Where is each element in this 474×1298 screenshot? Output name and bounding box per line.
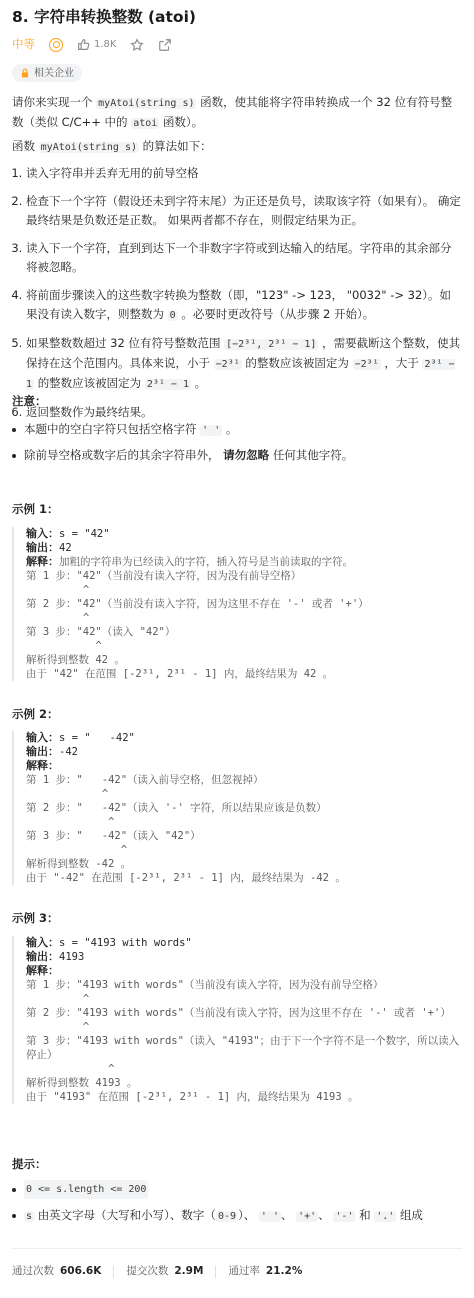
input-label: 输入： (26, 527, 59, 540)
result-line: 解析得到整数 42 。 (26, 654, 125, 666)
input-value: s = "4193 with words" (59, 937, 192, 949)
output-value: 4193 (59, 951, 85, 963)
submissions-count: 2.9M (174, 1265, 204, 1277)
trace-caret: ^ (26, 844, 128, 856)
trace-caret: ^ (26, 788, 109, 800)
text: 的整数应该被固定为 (245, 356, 349, 370)
inline-code: ' ' (202, 425, 221, 436)
text: 组成 (399, 1208, 423, 1222)
stats-divider (113, 1266, 114, 1278)
output-label: 输出： (26, 745, 59, 758)
result-line: 由于 "-42" 在范围 [-2³¹, 2³¹ - 1] 内，最终结果为 -42 。 (26, 872, 346, 884)
output-value: 42 (59, 542, 72, 554)
trace-line: 第 2 步：" -42"（读入 '-' 字符，所以结果应该是负数） (26, 802, 327, 814)
trace-caret: ^ (26, 993, 90, 1005)
inline-code: 2³¹ − 1 (146, 379, 189, 390)
text: 本题中的空白字符只包括空格字符 (24, 422, 197, 436)
example-2-block (12, 731, 462, 885)
problem-title: 8. 字符串转换整数 (atoi) (12, 8, 196, 26)
step-3: 3. 读入下一个字符，直到到达下一个非数字字符或到达输入的结尾。字符串的其余部分将被忽略。 (26, 239, 462, 277)
acceptance-rate: 21.2% (265, 1265, 303, 1277)
example-1-block (12, 527, 462, 681)
input-label: 输入： (26, 936, 59, 949)
stats-divider (215, 1266, 216, 1278)
input-value: s = " -42" (59, 732, 135, 744)
text: 和 (359, 1208, 371, 1222)
explain-text: 加粗的字符串为已经读入的字符，插入符号是当前读取的字符。 (59, 556, 353, 568)
text: 的算法如下： (142, 139, 212, 153)
inline-code: ' ' (260, 1211, 279, 1222)
explain-label: 解释： (26, 555, 59, 568)
inline-code: '+' (298, 1211, 317, 1222)
text: 的整数应该被固定为 (37, 376, 142, 390)
hints-title: 提示： (12, 1157, 47, 1171)
text: ，大于 (384, 356, 419, 370)
bullet-dot (12, 428, 16, 432)
step-4 (26, 286, 462, 325)
input-value: s = "42" (59, 528, 110, 540)
submissions-label: 提交次数 (126, 1265, 169, 1277)
inline-code: '.' (376, 1211, 395, 1222)
text: 函数，使其能将字符串转换成一个 32 位有符号整数（类似 C/C++ 中的 (12, 95, 453, 129)
related-companies-tag[interactable] (12, 64, 82, 82)
output-value: -42 (59, 746, 78, 758)
acceptance-label: 通过率 (228, 1265, 260, 1277)
trace-line: 第 3 步：" -42"（读入 "42"） (26, 830, 201, 842)
example-3-block (12, 936, 462, 1104)
trace-caret: ^ (26, 640, 102, 652)
step-5 (26, 334, 462, 394)
inline-code: myAtoi(string s) (98, 98, 195, 109)
output-label: 输出： (26, 950, 59, 963)
like-button[interactable] (77, 37, 116, 52)
coin-icon[interactable] (49, 38, 63, 52)
trace-caret: ^ (26, 1063, 115, 1075)
text: 任何其他字符。 (272, 448, 354, 462)
hint-2 (12, 1206, 462, 1226)
text: 将前面步骤读入的这些数字转换为整数（即，"123" -> 123， "0032" -> 32）。如果没有读入数字，则整数为 (26, 288, 452, 321)
inline-code: '-' (335, 1211, 354, 1222)
lock-icon (20, 68, 30, 78)
text: 如果整数数超过 32 位有符号整数范围 (26, 336, 221, 350)
submission-stats (12, 1264, 302, 1280)
result-line: 解析得到整数 -42 。 (26, 858, 132, 870)
bullet-dot (12, 1188, 16, 1192)
text: 、 (280, 1208, 293, 1222)
like-count: 1.8K (94, 39, 117, 51)
problem-meta (12, 36, 172, 53)
description-p2 (12, 137, 462, 157)
step-2: 2. 检查下一个字符（假设还未到字符末尾）为正还是负号，读取该字符（如果有）。 确定最终结果是负数还是正数。 如果两者都不存在，则假定结果为正。 (26, 192, 462, 230)
note-2 (12, 446, 462, 465)
text: 函数）。 (162, 115, 204, 129)
trace-caret: ^ (26, 1021, 90, 1033)
algorithm-steps (12, 164, 462, 422)
step-1: 1. 读入字符串并丢弃无用的前导空格 (26, 164, 462, 183)
trace-line: 第 1 步："42"（当前没有读入字符，因为没有前导空格） (26, 570, 302, 582)
bullet-dot (12, 1214, 16, 1218)
text: 。 (225, 422, 238, 436)
trace-line: 第 2 步："42"（当前没有读入字符，因为这里不存在 '-' 或者 '+'） (26, 598, 369, 610)
hint-1 (12, 1180, 462, 1199)
share-icon[interactable] (158, 38, 172, 52)
trace-line: 第 3 步："4193 with words"（读入 "4193"；由于下一个字符不是一个数字，所以读入停止） (26, 1035, 460, 1061)
text: 请你来实现一个 (12, 95, 93, 109)
inline-code: [−2³¹, 2³¹ − 1] (226, 339, 317, 350)
tag-label: 相关企业 (34, 67, 74, 79)
result-line: 由于 "4193" 在范围 [-2³¹, 2³¹ - 1] 内，最终结果为 4193 。 (26, 1091, 359, 1103)
explain-label: 解释： (26, 759, 59, 772)
trace-line: 第 1 步：" -42"（读入前导空格，但忽视掉） (26, 774, 264, 786)
description-p1 (12, 93, 462, 133)
text: 。必要时更改符号（从步骤 2 开始）。 (181, 307, 375, 321)
text: 除前导空格或数字后的其余字符串外， (24, 448, 220, 462)
note-1 (12, 420, 462, 440)
text: 由英文字母（大写和小写）、数字（ (37, 1208, 216, 1222)
text: ）、 (238, 1208, 256, 1222)
trace-caret: ^ (26, 584, 90, 596)
accepted-count: 606.6K (60, 1265, 102, 1277)
example-2-title: 示例 2： (12, 707, 59, 721)
accepted-label: 通过次数 (12, 1265, 54, 1277)
inline-code: 0 <= s.length <= 200 (24, 1180, 148, 1199)
example-3-title: 示例 3： (12, 911, 59, 925)
input-label: 输入： (26, 731, 59, 744)
inline-code: s (26, 1211, 33, 1222)
result-line: 由于 "42" 在范围 [-2³¹, 2³¹ - 1] 内，最终结果为 42 。 (26, 668, 334, 680)
explain-label: 解释： (26, 964, 59, 977)
bold-text: 请勿忽略 (223, 448, 270, 462)
trace-line: 第 2 步："4193 with words"（当前没有读入字符，因为这里不存在 '-' 或者 '+'） (26, 1007, 451, 1019)
trace-caret: ^ (26, 612, 90, 624)
inline-code: atoi (133, 118, 158, 129)
text: 函数 (12, 139, 35, 153)
inline-code: −2³¹ (215, 359, 240, 370)
star-icon[interactable] (130, 38, 144, 52)
inline-code: 0-9 (217, 1211, 236, 1222)
result-line: 解析得到整数 4193 。 (26, 1077, 138, 1089)
trace-line: 第 1 步："4193 with words"（当前没有读入字符，因为没有前导空格） (26, 979, 384, 991)
notes-title: 注意： (12, 394, 47, 408)
text: 。 (194, 376, 207, 390)
inline-code: 0 (169, 310, 176, 321)
output-label: 输出： (26, 541, 59, 554)
inline-code: −2³¹ (354, 359, 379, 370)
inline-code: 2³¹ − 1 (26, 359, 455, 390)
thumbs-up-icon (77, 38, 90, 51)
trace-caret: ^ (26, 816, 115, 828)
text: ，需要截断这个整数，使其保持在这个范围内。具体来说，小于 (26, 336, 461, 370)
example-1-title: 示例 1： (12, 502, 59, 516)
step-6: 6. 返回整数作为最终结果。 (26, 403, 462, 422)
difficulty-badge[interactable]: 中等 (12, 37, 35, 51)
inline-code: myAtoi(string s) (40, 142, 137, 153)
trace-line: 第 3 步："42"（读入 "42"） (26, 626, 176, 638)
divider (12, 1248, 462, 1249)
bullet-dot (12, 454, 16, 458)
text: 、 (318, 1208, 330, 1222)
